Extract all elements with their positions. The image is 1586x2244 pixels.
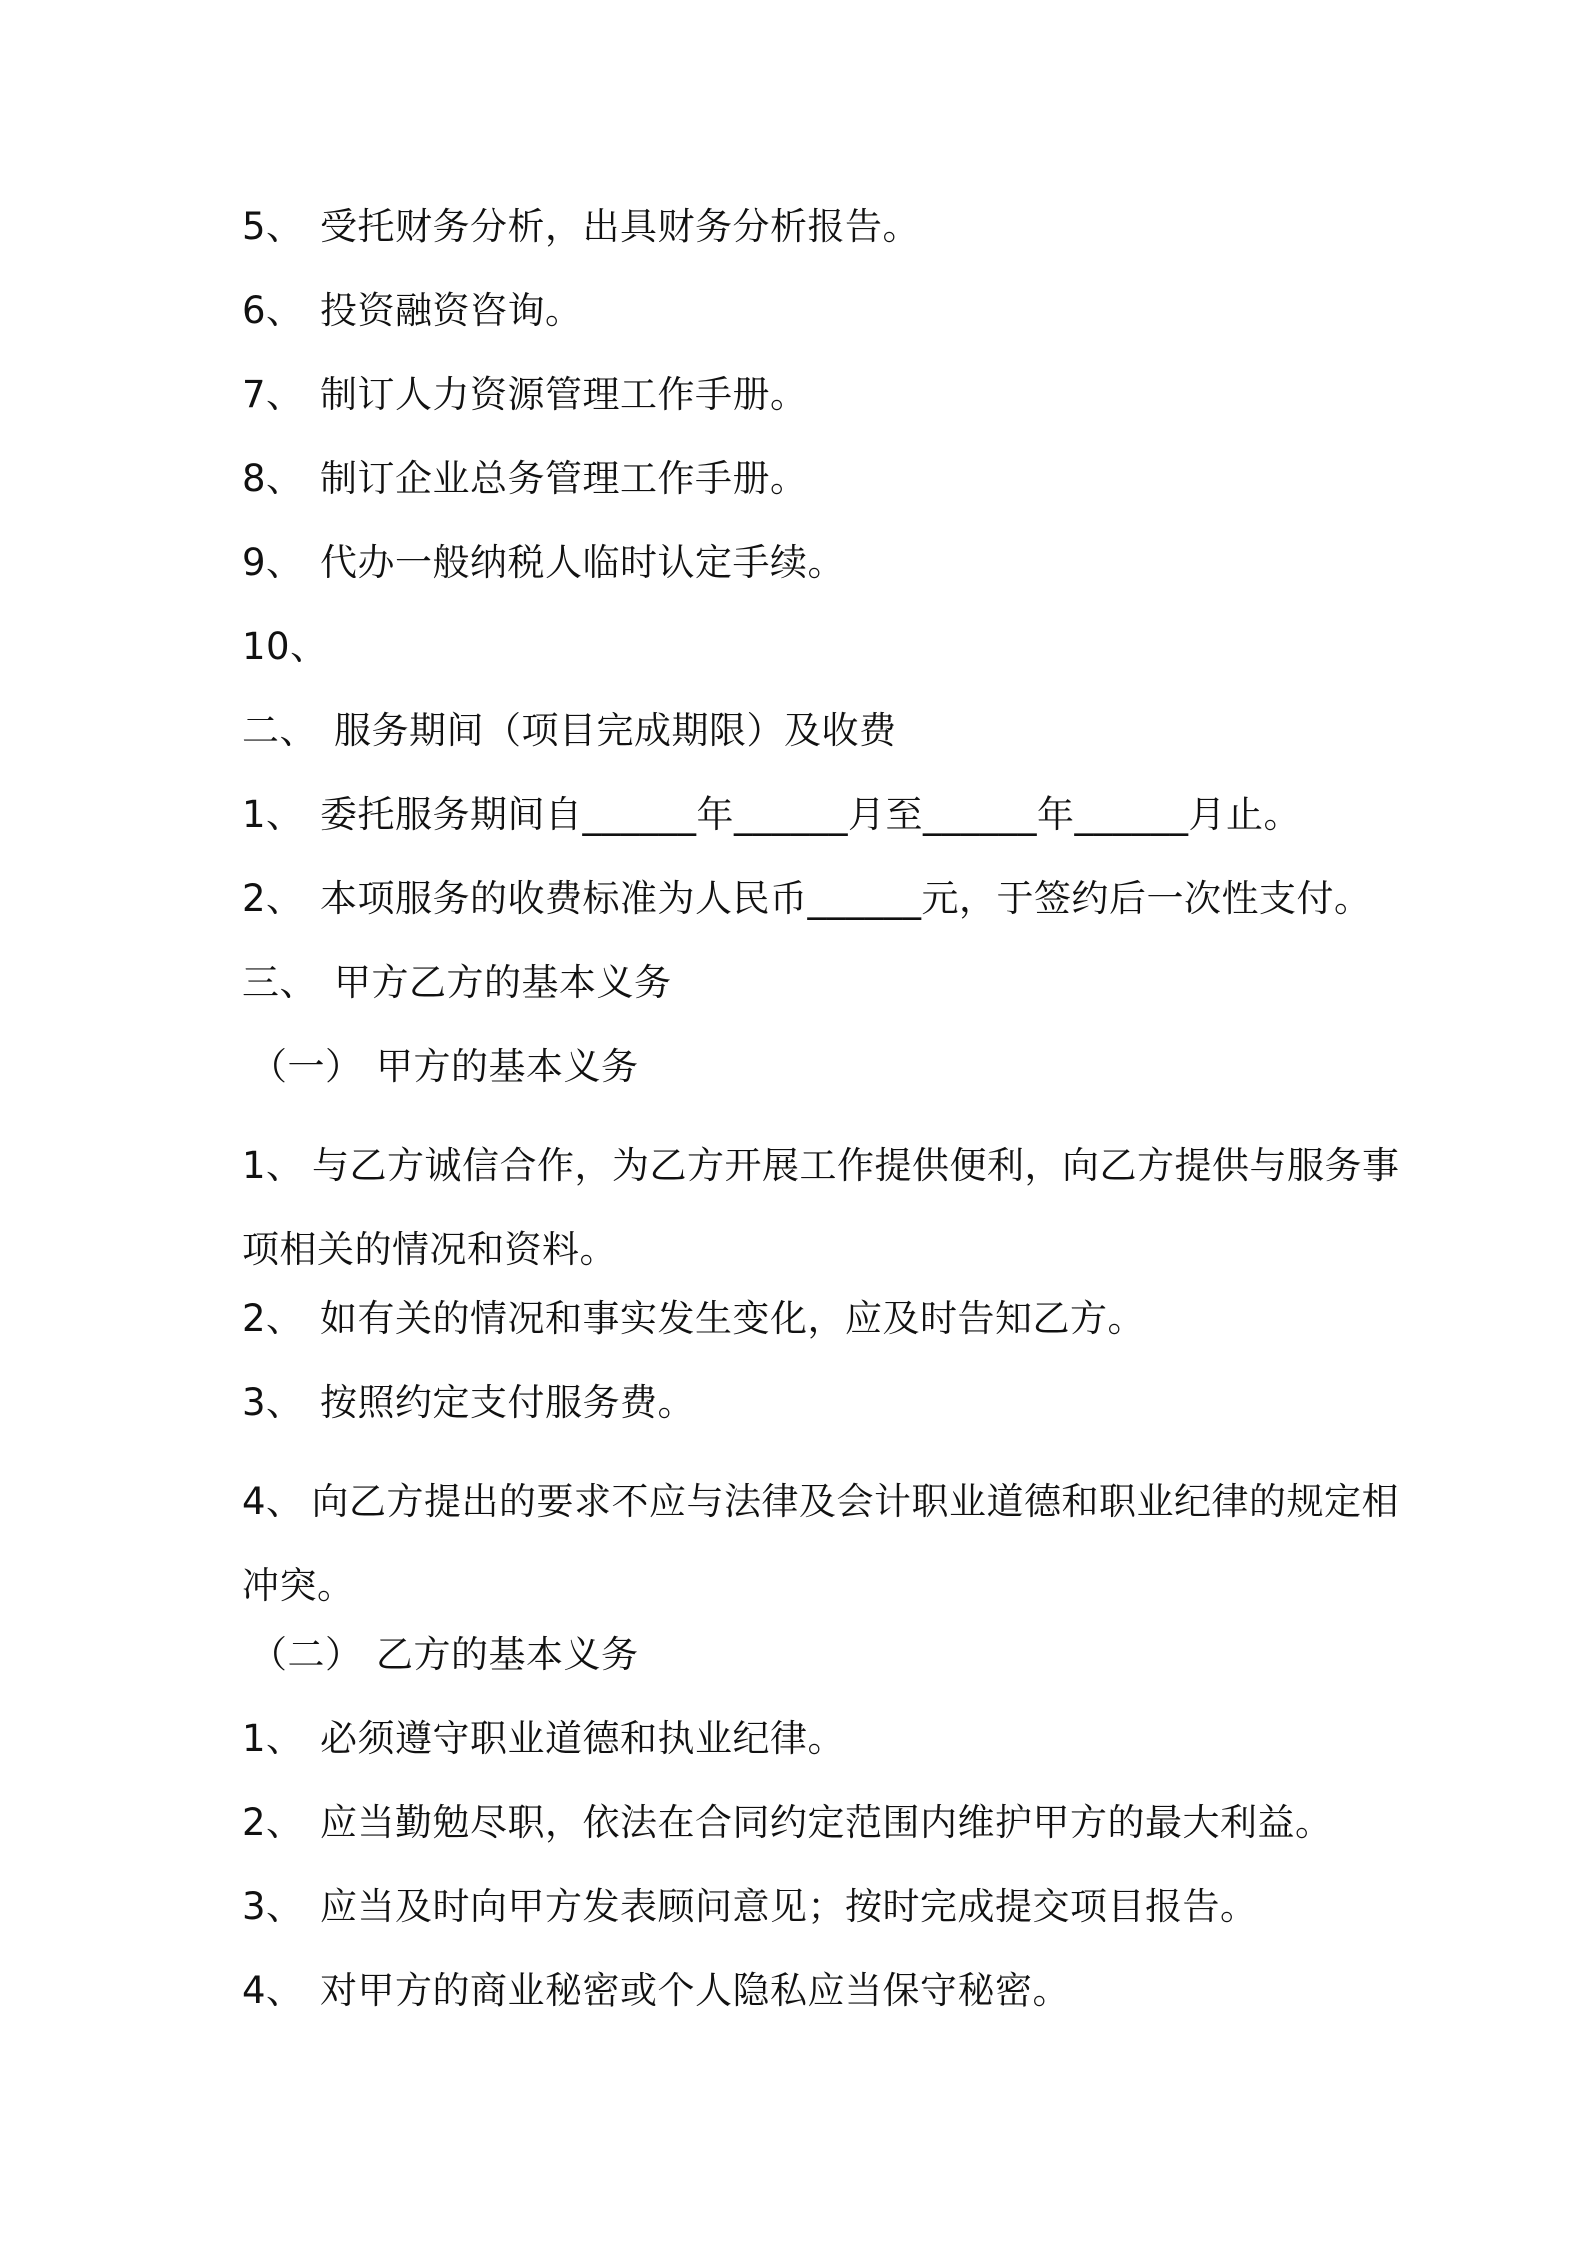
section-title: 甲方乙方的基本义务 (334, 961, 672, 1004)
list-item-diligence (242, 1796, 1402, 1880)
section-title: 服务期间（项目完成期限）及收费 (334, 709, 897, 752)
item-text: 如有关的情况和事实发生变化，应及时告知乙方。 (320, 1297, 1145, 1340)
item-text: 投资融资咨询。 (320, 289, 583, 332)
section-number: 三、 (242, 961, 317, 1004)
document-body (242, 200, 1402, 2048)
item-text: 向乙方提出的要求不应与法律及会计职业道德和职业纪律的规定相冲突。 (242, 1480, 1400, 1607)
item-text: 本项服务的收费标准为人民币______元，于签约后一次性支付。 (320, 877, 1372, 920)
item-text: 按照约定支付服务费。 (320, 1381, 695, 1424)
list-item-requirements (242, 1460, 1402, 1628)
list-item-ethics (242, 1712, 1402, 1796)
item-text: 委托服务期间自______年______月至______年______月止。 (320, 793, 1301, 836)
item-number: 3、 (242, 1381, 304, 1424)
list-item-notify (242, 1292, 1402, 1376)
item-text: 代办一般纳税人临时认定手续。 (320, 541, 845, 584)
item-text: 对甲方的商业秘密或个人隐私应当保守秘密。 (320, 1969, 1070, 2012)
item-text: 应当及时向甲方发表顾问意见；按时完成提交项目报告。 (320, 1885, 1258, 1928)
item-text: 受托财务分析，出具财务分析报告。 (320, 205, 920, 248)
list-item-period (242, 788, 1402, 872)
list-item-pay (242, 1376, 1402, 1460)
item-number: 6、 (242, 289, 304, 332)
subsection-heading-party-b (242, 1628, 1402, 1712)
item-number: 1、 (242, 793, 304, 836)
subsection-number: （二） (250, 1633, 363, 1676)
list-item-fee (242, 872, 1402, 956)
subsection-heading-party-a (242, 1040, 1402, 1124)
list-item-confidentiality (242, 1964, 1402, 2048)
list-item-6 (242, 284, 1402, 368)
item-text: 制订企业总务管理工作手册。 (320, 457, 808, 500)
list-item-cooperate (242, 1124, 1402, 1292)
list-item-5 (242, 200, 1402, 284)
item-number: 7、 (242, 373, 304, 416)
item-number: 10、 (242, 625, 328, 668)
list-item-advice (242, 1880, 1402, 1964)
item-number: 2、 (242, 877, 304, 920)
item-number: 4、 (242, 1969, 304, 2012)
section-heading-2 (242, 704, 1402, 788)
list-item-8 (242, 452, 1402, 536)
item-number: 4、 (242, 1480, 304, 1523)
subsection-title: 乙方的基本义务 (376, 1633, 639, 1676)
item-number: 2、 (242, 1801, 304, 1844)
list-item-9 (242, 536, 1402, 620)
item-number: 9、 (242, 541, 304, 584)
section-number: 二、 (242, 709, 317, 752)
item-number: 1、 (242, 1717, 304, 1760)
item-number: 1、 (242, 1144, 304, 1187)
item-text: 必须遵守职业道德和执业纪律。 (320, 1717, 845, 1760)
list-item-7 (242, 368, 1402, 452)
item-text: 制订人力资源管理工作手册。 (320, 373, 808, 416)
item-number: 5、 (242, 205, 304, 248)
item-number: 8、 (242, 457, 304, 500)
list-item-10 (242, 620, 1402, 704)
item-text: 与乙方诚信合作，为乙方开展工作提供便利，向乙方提供与服务事项相关的情况和资料。 (242, 1144, 1400, 1271)
item-text: 应当勤勉尽职，依法在合同约定范围内维护甲方的最大利益。 (320, 1801, 1333, 1844)
section-heading-3 (242, 956, 1402, 1040)
subsection-number: （一） (250, 1045, 363, 1088)
subsection-title: 甲方的基本义务 (376, 1045, 639, 1088)
item-number: 3、 (242, 1885, 304, 1928)
item-number: 2、 (242, 1297, 304, 1340)
